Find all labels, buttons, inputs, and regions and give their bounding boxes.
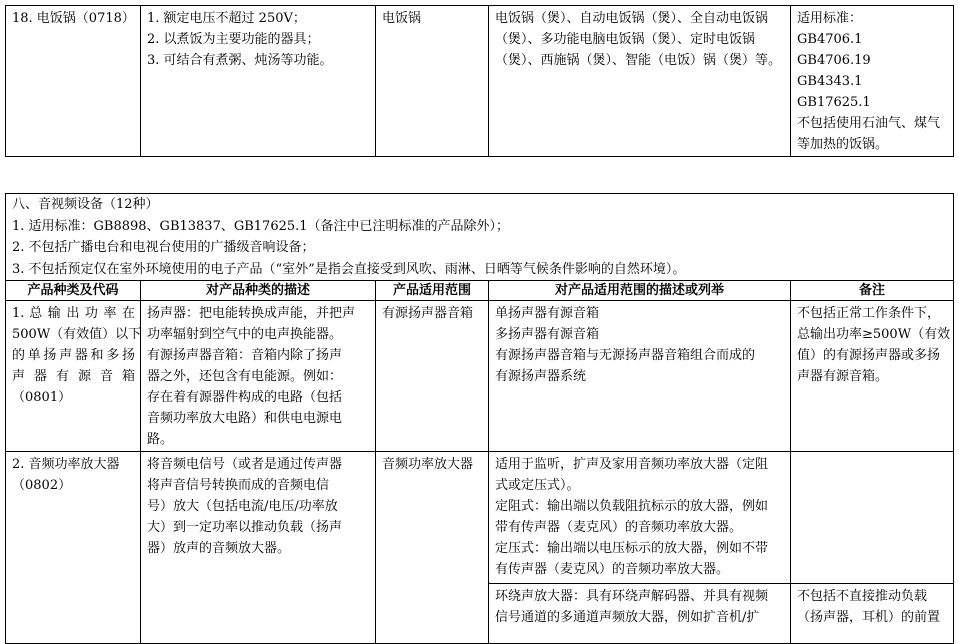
header-description: 对产品种类的描述	[141, 281, 376, 301]
scope-text: 电饭锅	[382, 11, 422, 26]
column-header-row	[6, 281, 954, 301]
product-line: （0802）	[12, 478, 72, 493]
header-examples: 对产品适用范围的描述或列举	[489, 281, 791, 301]
scope-cell	[376, 301, 489, 452]
notes-line: 总输出功率≥500W（有效	[797, 327, 951, 342]
notes-cell	[791, 6, 954, 157]
examples-line: 定阻式：输出端以负载阻抗标示的放大器，例如	[495, 499, 769, 514]
product-line: 声 器 有 源 音 箱	[12, 369, 135, 384]
product-name: 18. 电饭锅（0718）	[12, 11, 135, 26]
description-line: 扬声器：把电能转换成声能，并把声	[147, 306, 356, 321]
description-line: 音频功率放大电路）和供电电源电	[147, 411, 343, 426]
table-row	[6, 6, 954, 157]
examples-cell	[489, 6, 791, 157]
examples-line: 多扬声器有源音箱	[495, 327, 600, 342]
product-line: 2. 音频功率放大器	[12, 457, 120, 472]
examples-line: 有传声器（麦克风）的音频功率放大器。	[495, 562, 730, 577]
product-line: 500W（有效值）以下	[12, 327, 142, 342]
notes-line: 声器有源音箱。	[797, 369, 889, 384]
examples-line: 适用于监听，扩声及家用音频功率放大器（定阻	[495, 457, 769, 472]
examples-cell	[489, 452, 791, 584]
scope-cell	[376, 452, 489, 644]
product-line: 1. 总 输 出 功 率 在	[12, 306, 135, 321]
table-row	[6, 301, 954, 452]
section-line: 2. 不包括广播电台和电视台使用的广播级音响设备；	[12, 240, 315, 255]
section-header-row	[6, 194, 954, 281]
product-code-cell	[6, 301, 141, 452]
examples-line: 带有传声器（麦克风）的音频功率放大器。	[495, 520, 743, 535]
examples-line: 式或定压式）。	[495, 478, 580, 493]
notes-line: 不包括不直接推动负载	[797, 589, 928, 604]
examples-cell	[489, 584, 791, 644]
notes-line: GB4343.1	[797, 74, 863, 89]
description-line: 器）放声的音频放大器。	[147, 541, 291, 556]
notes-line: GB4706.19	[797, 53, 871, 68]
table-row	[6, 452, 954, 584]
description-cell	[141, 301, 376, 452]
description-line: 大）到一定功率以推动负载（扬声	[147, 520, 343, 535]
scope-cell	[376, 6, 489, 157]
cooker-table	[5, 5, 954, 157]
notes-line: （扬声器，耳机）的前置	[797, 610, 941, 625]
examples-line: 电饭锅（煲）、自动电饭锅（煲）、全自动电饭锅	[495, 11, 769, 26]
product-line: （0801）	[12, 390, 72, 405]
notes-line: GB4706.1	[797, 32, 863, 47]
description-line: 1. 额定电压不超过 250V；	[147, 11, 306, 26]
audio-video-table	[5, 193, 954, 644]
notes-cell	[791, 301, 954, 452]
product-code-cell	[6, 6, 141, 157]
description-line: 存在着有源器件构成的电路（包括	[147, 390, 343, 405]
examples-line: 环绕声放大器：具有环绕声解码器、并具有视频	[495, 589, 769, 604]
examples-line: 单扬声器有源音箱	[495, 306, 600, 321]
description-line: 器之外，还包含有电能源。例如：	[147, 369, 343, 384]
description-cell	[141, 452, 376, 644]
description-cell	[141, 6, 376, 157]
header-notes: 备注	[791, 281, 954, 301]
notes-line: 不包括正常工作条件下，	[797, 306, 941, 321]
description-line: 3. 可结合有煮粥、炖汤等功能。	[147, 53, 333, 68]
product-code-cell	[6, 452, 141, 644]
notes-line: GB17625.1	[797, 95, 871, 110]
description-line: 功率辐射到空气中的电声换能器。	[147, 327, 343, 342]
description-line: 将声音信号转换而成的音频电信	[147, 478, 330, 493]
section-line: 3. 不包括预定仅在室外环境使用的电子产品（“室外”是指会直接受到风吹、雨淋、日晒等气候条件影响的自然环境）。	[12, 261, 686, 277]
examples-line: 有源扬声器系统	[495, 369, 587, 384]
section-title: 八、音视频设备（12种）	[12, 197, 159, 212]
header-scope: 产品适用范围	[376, 281, 489, 301]
description-line: 号）放大（包括电流/电压/功率放	[147, 499, 338, 514]
scope-text: 音频功率放大器	[382, 457, 474, 472]
notes-line: 适用标准：	[797, 11, 863, 26]
description-line: 路。	[147, 432, 174, 447]
product-line: 的单扬声器和多扬	[12, 348, 135, 363]
examples-line: 信号通道的多通道声频放大器，例如扩音机/扩	[495, 610, 760, 625]
examples-line: （煲）、西施锅（煲）、智能（电饭）锅（煲）等。	[495, 53, 782, 68]
examples-line: （煲）、多功能电脑电饭锅（煲）、定时电饭锅	[495, 32, 756, 47]
notes-line: 不包括使用石油气、煤气	[797, 116, 941, 131]
examples-line: 有源扬声器音箱与无源扬声器音箱组合而成的	[495, 348, 756, 363]
examples-line: 定压式：输出端以电压标示的放大器，例如不带	[495, 541, 769, 556]
notes-line: 值）的有源扬声器或多扬	[797, 348, 941, 363]
section-line: 1. 适用标准：GB8898、GB13837、GB17625.1（备注中已注明标准的产品除外）；	[12, 218, 510, 234]
description-line: 2. 以煮饭为主要功能的器具；	[147, 32, 320, 47]
header-product: 产品种类及代码	[6, 281, 141, 301]
examples-cell	[489, 301, 791, 452]
scope-text: 有源扬声器音箱	[382, 306, 474, 321]
description-line: 有源扬声器音箱：音箱内除了扬声	[147, 348, 343, 363]
description-line: 将音频电信号（或者是通过传声器	[147, 457, 343, 472]
notes-cell	[791, 584, 954, 644]
section-info-cell	[6, 194, 954, 281]
notes-line: 等加热的饭锅。	[797, 137, 889, 152]
notes-cell	[791, 452, 954, 584]
